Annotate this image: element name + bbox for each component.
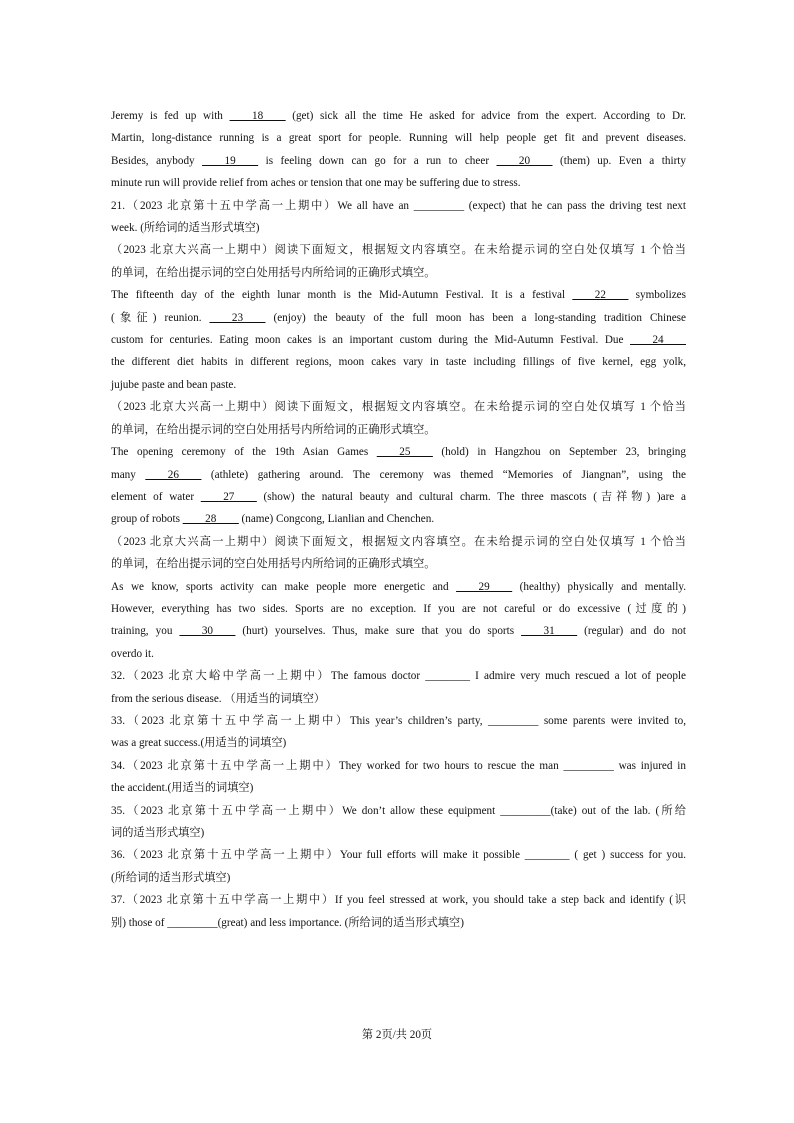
text-line xyxy=(111,396,686,418)
text-run: (hurt) yourselves. Thus, make sure that you do sports xyxy=(235,625,522,638)
answer-blank: ____31____ xyxy=(521,625,578,638)
text-line xyxy=(111,374,686,396)
answer-blank: ____25____ xyxy=(376,446,433,459)
text-line xyxy=(111,127,686,149)
answer-blank: ____18____ xyxy=(229,110,286,122)
text-line xyxy=(111,172,686,194)
text-line xyxy=(111,576,686,598)
text-run: element of water xyxy=(111,490,201,503)
text-run: the accident.(用适当的词填空) xyxy=(111,782,254,795)
text-run: is feeling down can go for a run to cheer xyxy=(258,154,497,167)
text-line xyxy=(111,150,686,172)
text-line xyxy=(111,508,686,530)
answer-blank: ____19____ xyxy=(202,154,259,167)
text-line xyxy=(111,351,686,373)
text-line xyxy=(111,217,686,239)
text-line xyxy=(111,665,686,687)
text-run: 的单词，在给出提示词的空白处用括号内所给词的正确形式填空。 xyxy=(111,266,436,279)
text-run: 的单词，在给出提示词的空白处用括号内所给词的正确形式填空。 xyxy=(111,558,436,571)
text-run: （2023 北京大兴高一上期中）阅读下面短文，根据短文内容填空。在未给提示词的空白处仅填写 1 个恰当 xyxy=(111,535,686,548)
text-run: (them) up. Even a thirty xyxy=(552,154,686,167)
text-line xyxy=(111,867,686,889)
text-line xyxy=(111,329,686,351)
text-run: The fifteenth day of the eighth lunar month is the Mid-Autumn Festival. It is a festival xyxy=(111,289,573,302)
text-line xyxy=(111,755,686,777)
text-line xyxy=(111,284,686,306)
text-run: 33.（2023 北京第十五中学高一上期中）This year’s children’s party, _________ some parents were invited to, xyxy=(111,714,686,727)
text-run: 35.（2023 北京第十五中学高一上期中）We don’t allow these equipment _________(take) out of the lab. (所给 xyxy=(111,804,686,817)
answer-blank: ____23____ xyxy=(209,311,266,324)
text-run: However, everything has two sides. Sports are no exception. If you are not careful or do excessive (过度的) xyxy=(111,602,686,615)
page-body xyxy=(111,105,686,934)
answer-blank: ____27____ xyxy=(200,490,257,503)
text-line xyxy=(111,688,686,710)
text-run: 36.（2023 北京第十五中学高一上期中）Your full efforts will make it possible ________ ( get ) success for you. xyxy=(111,849,686,862)
text-run: 21.（2023 北京第十五中学高一上期中）We all have an _________ (expect) that he can pass the driving test next xyxy=(111,199,686,212)
text-run: custom for centuries. Eating moon cakes is an important custom during the Mid-Autumn Festival. Due xyxy=(111,334,631,347)
answer-blank: ____28____ xyxy=(182,513,239,526)
text-line xyxy=(111,419,686,441)
text-line xyxy=(111,844,686,866)
text-run: Jeremy is fed up with xyxy=(111,110,230,122)
text-run: （2023 北京大兴高一上期中）阅读下面短文，根据短文内容填空。在未给提示词的空白处仅填写 1 个恰当 xyxy=(111,244,686,257)
text-run: was a great success.(用适当的词填空) xyxy=(111,737,287,750)
text-run: (get) sick all the time He asked for advice from the expert. According to Dr. xyxy=(285,110,686,122)
page-footer: 第 2页/共 20页 xyxy=(361,1029,433,1041)
answer-blank: ____24____ xyxy=(630,334,686,347)
text-line xyxy=(111,889,686,911)
text-run: (enjoy) the beauty of the full moon has been a long-standing tradition Chinese xyxy=(265,311,686,324)
text-run: (athlete) gathering around. The ceremony was themed “Memories of Jiangnan”, using the xyxy=(201,468,686,481)
text-line xyxy=(111,553,686,575)
text-line xyxy=(111,777,686,799)
text-run: (show) the natural beauty and cultural charm. The three mascots (吉祥物) )are a xyxy=(256,490,686,503)
text-run: 词的适当形式填空) xyxy=(111,827,205,839)
text-run: 别) those of _________(great) and less importance. (所给词的适当形式填空) xyxy=(111,916,464,929)
text-line xyxy=(111,800,686,822)
text-line xyxy=(111,464,686,486)
text-run: group of robots xyxy=(111,513,183,526)
text-run: jujube paste and bean paste. xyxy=(111,378,237,391)
text-run: (regular) and do not xyxy=(577,625,686,638)
text-run: symbolizes xyxy=(628,289,687,302)
text-run: from the serious disease. （用适当的词填空） xyxy=(111,692,326,705)
text-run: many xyxy=(111,468,146,481)
text-run: As we know, sports activity can make people more energetic and xyxy=(111,580,457,593)
text-run: 34.（2023 北京第十五中学高一上期中）They worked for two hours to rescue the man _________ was injured in xyxy=(111,759,686,772)
text-line xyxy=(111,643,686,665)
text-line xyxy=(111,105,686,127)
text-run: 的单词，在给出提示词的空白处用括号内所给词的正确形式填空。 xyxy=(111,423,436,436)
text-line xyxy=(111,598,686,620)
text-line xyxy=(111,307,686,329)
answer-blank: ____30____ xyxy=(179,625,236,638)
text-run: the different diet habits in different regions, moon cakes vary in taste including fillings of five kernel, egg yolk, xyxy=(111,356,686,369)
text-run: overdo it. xyxy=(111,647,154,660)
text-run: (象征) reunion. xyxy=(111,311,210,324)
text-line xyxy=(111,195,686,217)
text-run: minute run will provide relief from aches or tension that one may be suffering due to stress. xyxy=(111,177,521,190)
text-run: (healthy) physically and mentally. xyxy=(512,580,686,593)
text-line xyxy=(111,486,686,508)
text-run: training, you xyxy=(111,625,180,638)
text-run: The opening ceremony of the 19th Asian Games xyxy=(111,446,377,459)
text-run: (所给词的适当形式填空) xyxy=(111,871,231,884)
text-line xyxy=(111,531,686,553)
text-line xyxy=(111,912,686,934)
text-run: Martin, long-distance running is a great sport for people. Running will help people get fit and prevent diseases. xyxy=(111,132,686,145)
answer-blank: ____20____ xyxy=(496,154,553,167)
text-line xyxy=(111,822,686,844)
text-line xyxy=(111,732,686,754)
text-run: (hold) in Hangzhou on September 23, bringing xyxy=(432,446,686,459)
answer-blank: ____26____ xyxy=(145,468,202,481)
text-run: 37.（2023 北京第十五中学高一上期中）If you feel stressed at work, you should take a step back and identify (识 xyxy=(111,894,686,907)
answer-blank: ____22____ xyxy=(572,289,629,302)
answer-blank: ____29____ xyxy=(456,580,513,593)
text-run: Besides, anybody xyxy=(111,154,203,167)
text-run: （2023 北京大兴高一上期中）阅读下面短文，根据短文内容填空。在未给提示词的空白处仅填写 1 个恰当 xyxy=(111,401,686,414)
text-line xyxy=(111,441,686,463)
text-line xyxy=(111,620,686,642)
text-line xyxy=(111,710,686,732)
text-run: (name) Congcong, Lianlian and Chenchen. xyxy=(238,513,435,526)
text-line xyxy=(111,239,686,261)
text-line xyxy=(111,262,686,284)
text-run: 32.（2023 北京大峪中学高一上期中）The famous doctor ________ I admire very much rescued a lot of people xyxy=(111,670,686,683)
text-run: week. (所给词的适当形式填空) xyxy=(111,222,260,235)
